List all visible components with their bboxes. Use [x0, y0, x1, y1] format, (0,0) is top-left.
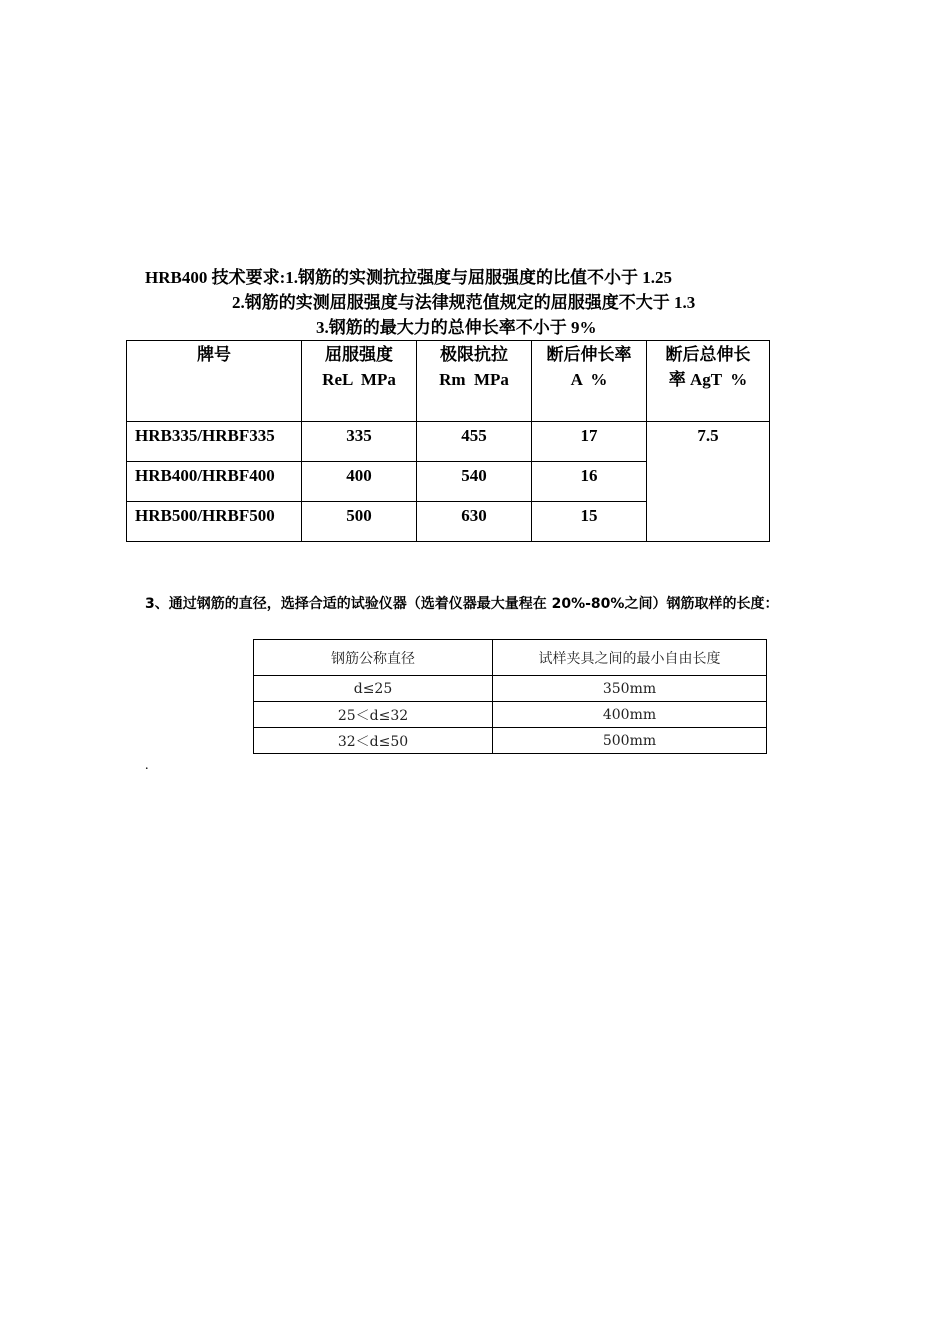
header-tensile-line1: 极限抗拉: [440, 345, 508, 364]
elongation-cell: 16: [532, 462, 647, 502]
length-table-row: [254, 728, 767, 754]
header-yield-line1: 屈服强度: [325, 345, 393, 364]
header-total-line1: 断后总伸长: [665, 345, 751, 364]
spec-table-row: [127, 422, 770, 462]
header-tensile-line2: Rm MPa: [439, 370, 509, 389]
length-cell: 500mm: [493, 728, 767, 754]
length-cell: 350mm: [493, 676, 767, 702]
diameter-cell: 25＜d≤32: [254, 702, 493, 728]
yield-cell: 335: [302, 422, 417, 462]
length-cell: 400mm: [493, 702, 767, 728]
yield-cell: 500: [302, 502, 417, 542]
rebar-spec-table: [126, 340, 770, 542]
requirement-line-2: 2.钢筋的实测屈服强度与法律规范值规定的屈服强度不大于 1.3: [232, 293, 696, 312]
grade-cell: HRB335/HRBF335: [127, 422, 302, 462]
spec-table-header-row: [127, 341, 770, 422]
sample-length-note: 3、通过钢筋的直径，选择合适的试验仪器（选着仪器最大量程在 20%-80%之间）钢筋取样的长度：: [145, 596, 779, 612]
header-grade-line1: 牌号: [197, 345, 231, 364]
tensile-cell: 540: [417, 462, 532, 502]
grade-cell: HRB400/HRBF400: [127, 462, 302, 502]
requirement-line-1: HRB400 技术要求:1.钢筋的实测抗拉强度与屈服强度的比值不小于 1.25: [145, 268, 672, 287]
header-nominal-diameter: 钢筋公称直径: [254, 640, 493, 676]
grade-cell: HRB500/HRBF500: [127, 502, 302, 542]
trailing-period: .: [145, 758, 149, 773]
requirement-line-3: 3.钢筋的最大力的总伸长率不小于 9%: [316, 318, 597, 337]
length-table-row: [254, 676, 767, 702]
header-yield-strength: [302, 341, 417, 422]
header-elongation: [532, 341, 647, 422]
yield-cell: 400: [302, 462, 417, 502]
diameter-cell: d≤25: [254, 676, 493, 702]
tensile-cell: 455: [417, 422, 532, 462]
header-elongation-line2: A %: [570, 370, 608, 389]
diameter-cell: 32＜d≤50: [254, 728, 493, 754]
length-table-header-row: [254, 640, 767, 676]
header-total-elongation: [647, 341, 770, 422]
header-min-free-length: 试样夹具之间的最小自由长度: [493, 640, 767, 676]
elongation-cell: 15: [532, 502, 647, 542]
header-yield-line2: ReL MPa: [322, 370, 396, 389]
header-elongation-line1: 断后伸长率: [546, 345, 632, 364]
length-table-row: [254, 702, 767, 728]
elongation-cell: 17: [532, 422, 647, 462]
total-elongation-cell: 7.5: [647, 422, 770, 542]
header-grade: [127, 341, 302, 422]
sample-length-table: [253, 639, 767, 754]
header-tensile-strength: [417, 341, 532, 422]
header-total-line2: 率 AgT %: [668, 370, 748, 389]
tensile-cell: 630: [417, 502, 532, 542]
